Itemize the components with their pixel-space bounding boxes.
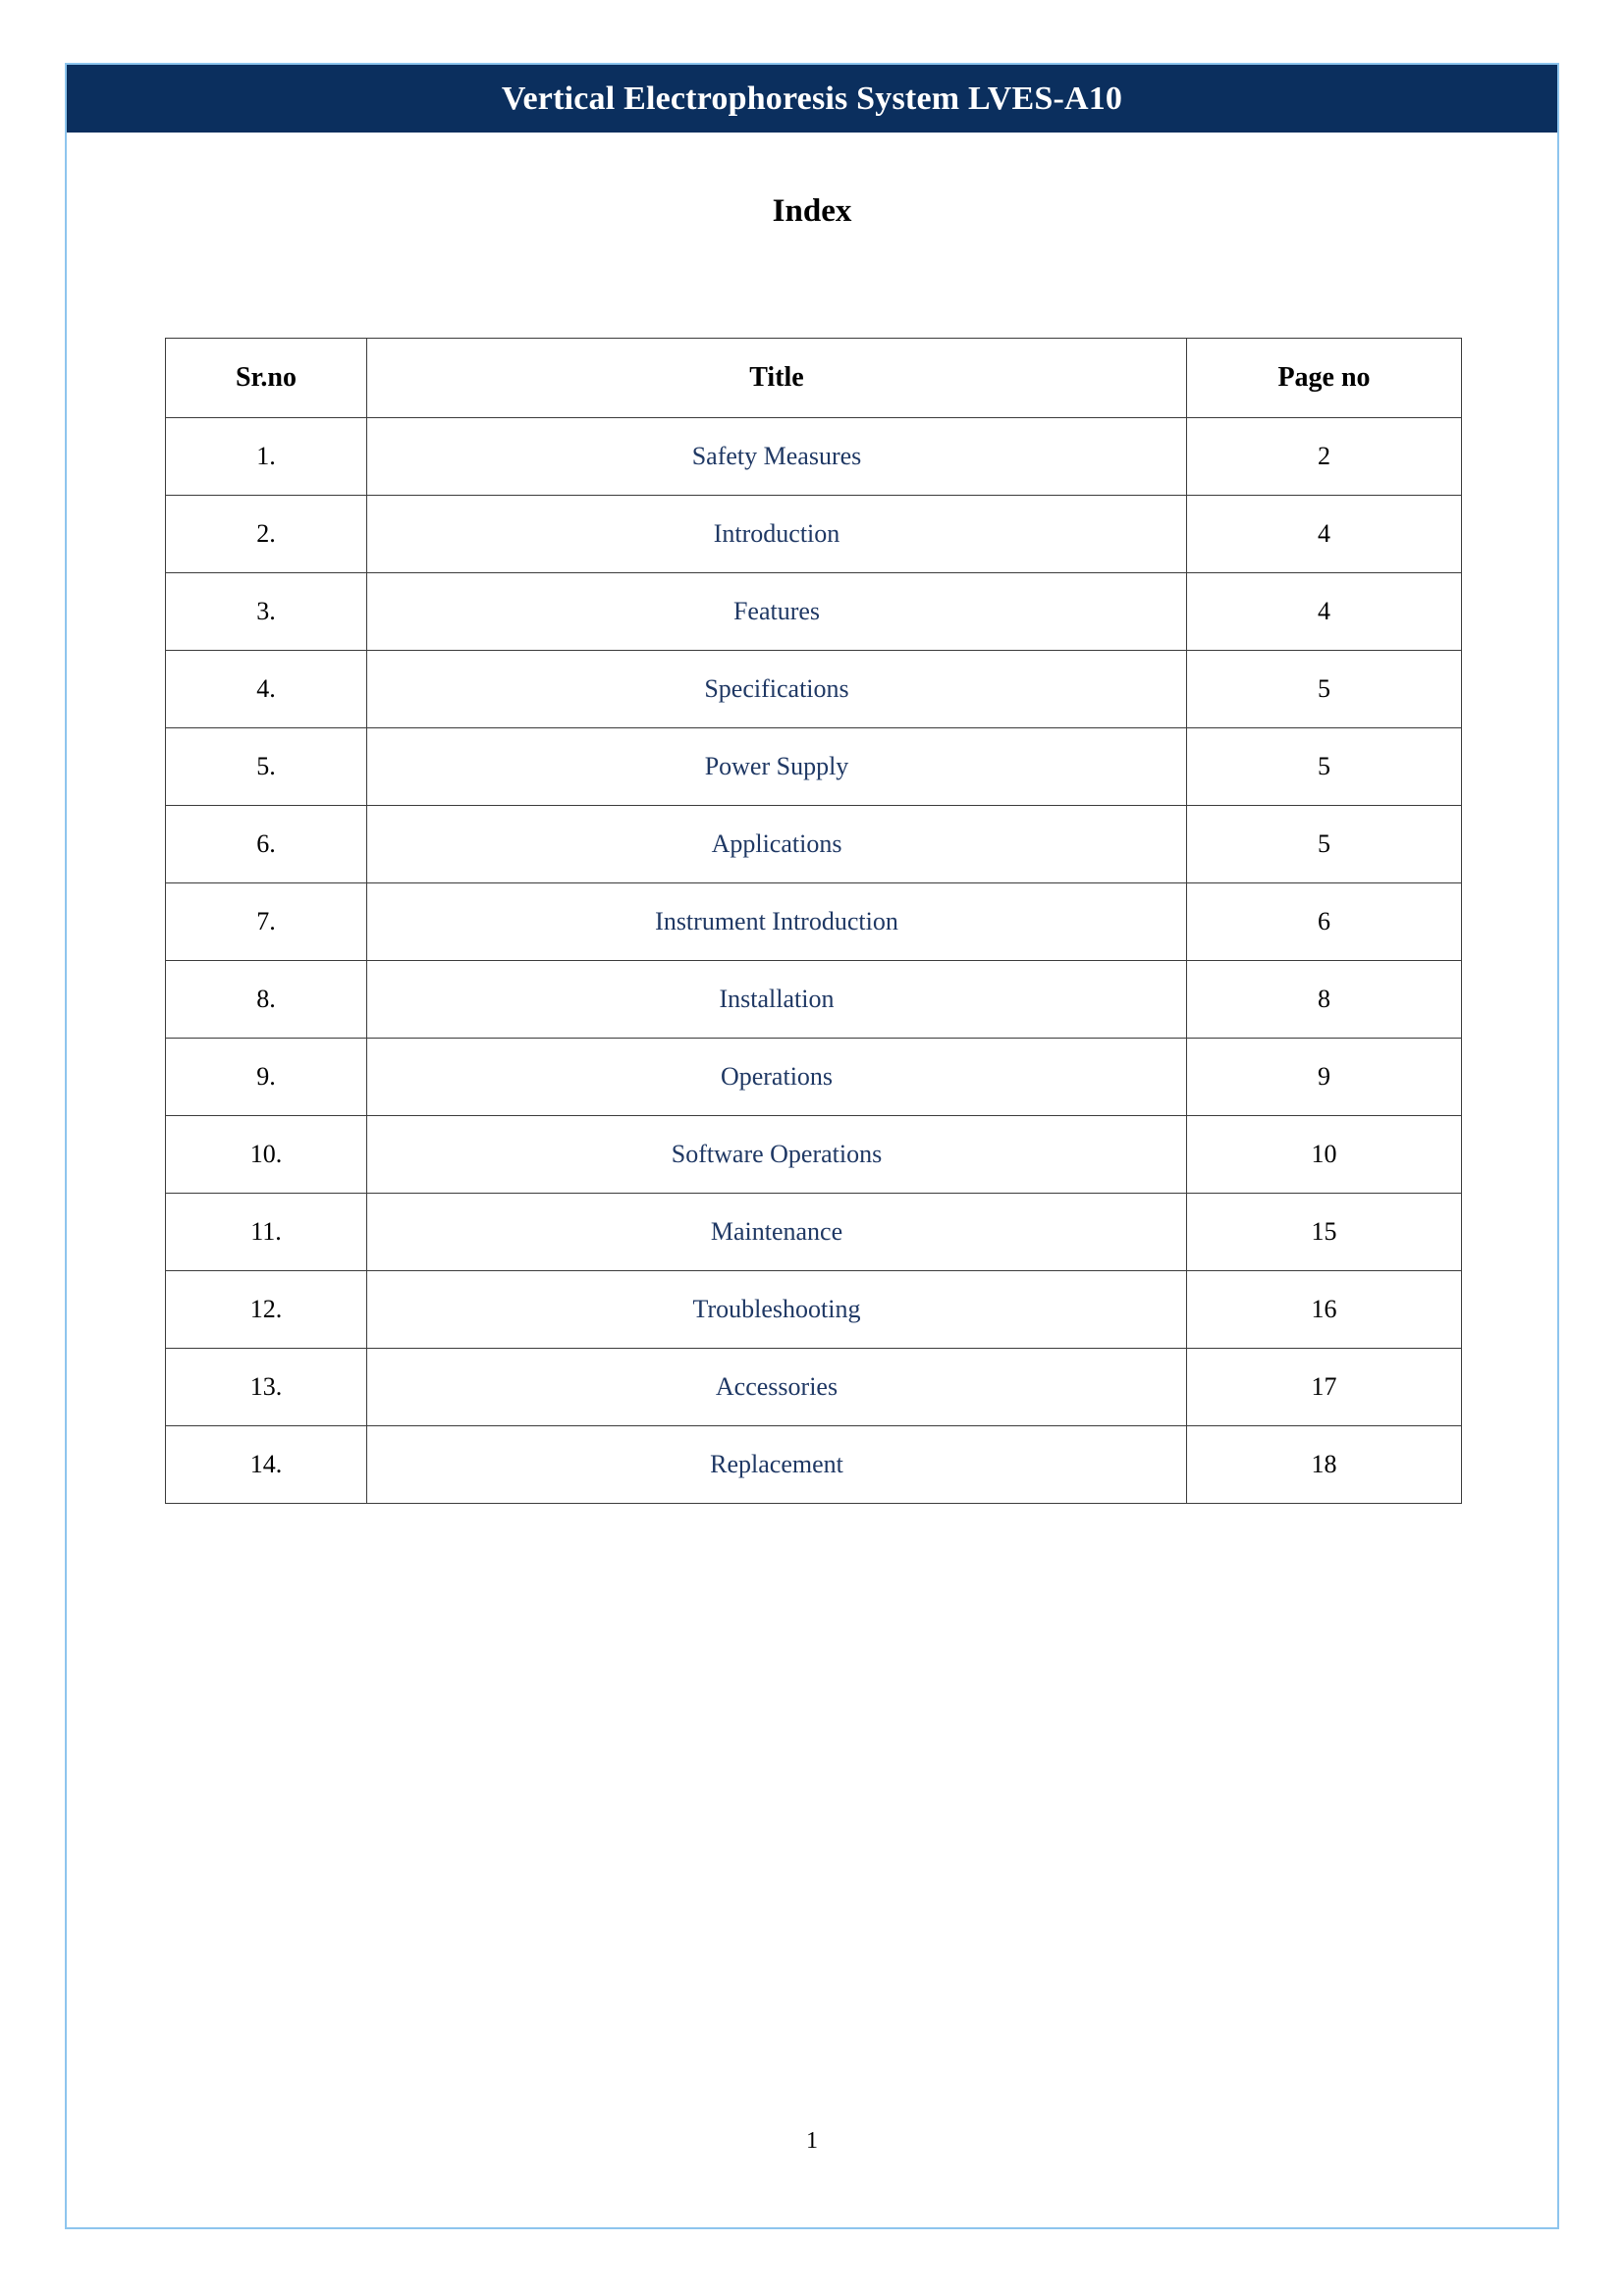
cell-srno: 2. [166, 496, 367, 573]
cell-title: Specifications [367, 651, 1187, 728]
cell-title: Maintenance [367, 1194, 1187, 1271]
cell-srno: 8. [166, 961, 367, 1039]
cell-title: Features [367, 573, 1187, 651]
cell-title: Troubleshooting [367, 1271, 1187, 1349]
cell-srno: 13. [166, 1349, 367, 1426]
table-row [166, 728, 1462, 806]
footer-page-number: 1 [806, 2128, 818, 2154]
table-row [166, 1039, 1462, 1116]
table-row [166, 883, 1462, 961]
cell-page: 4 [1187, 496, 1462, 573]
cell-srno: 14. [166, 1426, 367, 1504]
index-table [165, 338, 1462, 1504]
table-row [166, 1271, 1462, 1349]
cell-title: Installation [367, 961, 1187, 1039]
cell-page: 8 [1187, 961, 1462, 1039]
table-header-row [166, 339, 1462, 418]
cell-title: Operations [367, 1039, 1187, 1116]
cell-srno: 5. [166, 728, 367, 806]
table-row [166, 1194, 1462, 1271]
cell-srno: 4. [166, 651, 367, 728]
cell-title: Introduction [367, 496, 1187, 573]
document-title: Vertical Electrophoresis System LVES-A10 [501, 80, 1123, 117]
cell-srno: 10. [166, 1116, 367, 1194]
cell-page: 16 [1187, 1271, 1462, 1349]
cell-srno: 1. [166, 418, 367, 496]
table-row [166, 651, 1462, 728]
cell-title: Software Operations [367, 1116, 1187, 1194]
table-row [166, 806, 1462, 883]
cell-title: Instrument Introduction [367, 883, 1187, 961]
table-row [166, 573, 1462, 651]
index-table-header [166, 339, 1462, 418]
cell-page: 18 [1187, 1426, 1462, 1504]
cell-page: 5 [1187, 728, 1462, 806]
page-heading: Index [772, 193, 852, 229]
cell-srno: 9. [166, 1039, 367, 1116]
cell-page: 17 [1187, 1349, 1462, 1426]
cell-page: 6 [1187, 883, 1462, 961]
table-row [166, 1349, 1462, 1426]
cell-page: 5 [1187, 806, 1462, 883]
cell-srno: 7. [166, 883, 367, 961]
table-row [166, 1426, 1462, 1504]
column-header-srno: Sr.no [166, 339, 367, 418]
column-header-title: Title [367, 339, 1187, 418]
cell-srno: 11. [166, 1194, 367, 1271]
cell-page: 15 [1187, 1194, 1462, 1271]
cell-title: Power Supply [367, 728, 1187, 806]
cell-title: Accessories [367, 1349, 1187, 1426]
cell-title: Replacement [367, 1426, 1187, 1504]
column-header-page: Page no [1187, 339, 1462, 418]
cell-page: 4 [1187, 573, 1462, 651]
table-row [166, 1116, 1462, 1194]
table-row [166, 418, 1462, 496]
index-table-body [166, 418, 1462, 1504]
cell-page: 9 [1187, 1039, 1462, 1116]
table-row [166, 496, 1462, 573]
table-row [166, 961, 1462, 1039]
cell-page: 2 [1187, 418, 1462, 496]
cell-page: 5 [1187, 651, 1462, 728]
document-header-banner [65, 63, 1559, 133]
cell-title: Safety Measures [367, 418, 1187, 496]
cell-title: Applications [367, 806, 1187, 883]
cell-srno: 6. [166, 806, 367, 883]
cell-page: 10 [1187, 1116, 1462, 1194]
index-table-container [165, 338, 1461, 1504]
cell-srno: 12. [166, 1271, 367, 1349]
cell-srno: 3. [166, 573, 367, 651]
